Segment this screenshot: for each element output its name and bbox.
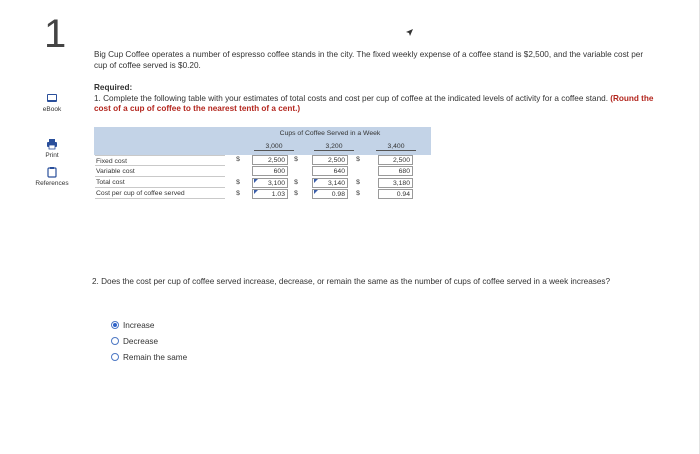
question-number: 1 <box>44 12 67 56</box>
radio-icon[interactable] <box>111 337 119 345</box>
option-label: Remain the same <box>123 352 188 362</box>
fixed-cost-3400-input[interactable]: 2,500 <box>378 155 413 165</box>
mouse-cursor-icon <box>404 28 414 38</box>
ebook-tool[interactable] <box>30 92 74 113</box>
input-flag-icon <box>314 179 318 183</box>
variable-cost-3400-input[interactable]: 680 <box>378 166 413 176</box>
currency-symbol: $ <box>294 190 298 197</box>
currency-symbol: $ <box>294 179 298 186</box>
currency-symbol: $ <box>294 156 298 163</box>
row-label-fixed-cost: Fixed cost <box>95 155 225 166</box>
currency-symbol: $ <box>356 156 360 163</box>
radio-icon[interactable] <box>111 353 119 361</box>
part1-text: 1. Complete the following table with your estimates of total costs and cost per cup of coffee at the indicated levels of activity for a coffee stand. <box>94 93 608 103</box>
option-label: Decrease <box>123 336 159 346</box>
column-header: 3,200 <box>314 143 354 151</box>
total-cost-3400-input[interactable]: 3,180 <box>378 178 413 188</box>
currency-symbol: $ <box>356 190 360 197</box>
cost-per-cup-3200-input[interactable]: 0.98 <box>312 189 348 199</box>
part1-instruction: (Round the cost of a cup of coffee to the nearest tenth of a cent.) <box>94 93 654 113</box>
currency-symbol: $ <box>236 179 240 186</box>
required-title: Required: <box>94 83 133 92</box>
row-label-total-cost: Total cost <box>95 177 225 188</box>
table-header-left <box>94 127 230 155</box>
references-tool[interactable] <box>30 166 74 187</box>
option-remain-same[interactable] <box>111 349 187 365</box>
option-label: Increase <box>123 320 155 330</box>
required-section <box>94 83 654 115</box>
fixed-cost-3200-input[interactable]: 2,500 <box>312 155 348 165</box>
column-header: 3,400 <box>376 143 416 151</box>
fixed-cost-3000-input[interactable]: 2,500 <box>252 155 288 165</box>
variable-cost-3000-input[interactable]: 600 <box>252 166 288 176</box>
table-header <box>230 127 431 155</box>
total-cost-3200-input[interactable]: 3,140 <box>312 178 348 188</box>
row-label-variable-cost: Variable cost <box>95 166 225 177</box>
problem-intro: Big Cup Coffee operates a number of espresso coffee stands in the city. The fixed weekly expense of a coffee stand is $2,500, and the variable cost per cup of coffee served is $0.20. <box>94 50 644 70</box>
table-header-title: Cups of Coffee Served in a Week <box>279 130 381 137</box>
print-tool[interactable] <box>30 138 74 159</box>
ebook-icon <box>46 92 58 104</box>
ebook-label: eBook <box>42 106 62 113</box>
cost-per-cup-3400-input[interactable]: 0.94 <box>378 189 413 199</box>
total-cost-3000-input[interactable]: 3,100 <box>252 178 288 188</box>
radio-selected-icon[interactable] <box>111 321 119 329</box>
option-increase[interactable] <box>111 317 187 333</box>
print-icon <box>46 138 58 150</box>
currency-symbol: $ <box>236 156 240 163</box>
column-header: 3,000 <box>254 143 294 151</box>
option-decrease[interactable] <box>111 333 187 349</box>
print-label: Print <box>45 152 59 159</box>
references-icon <box>46 166 58 178</box>
currency-symbol: $ <box>236 190 240 197</box>
input-flag-icon <box>314 190 318 194</box>
input-flag-icon <box>254 179 258 183</box>
input-flag-icon <box>254 190 258 194</box>
references-label: References <box>35 180 69 187</box>
cost-per-cup-3000-input[interactable]: 1.03 <box>252 189 288 199</box>
currency-symbol: $ <box>356 179 360 186</box>
variable-cost-3200-input[interactable]: 640 <box>312 166 348 176</box>
row-label-cost-per-cup: Cost per cup of coffee served <box>95 188 225 199</box>
question-2-text: 2. Does the cost per cup of coffee served increase, decrease, or remain the same as the number of cups of coffee served in a week increases? <box>92 277 611 286</box>
cost-table <box>94 127 431 211</box>
answer-options <box>111 317 187 365</box>
